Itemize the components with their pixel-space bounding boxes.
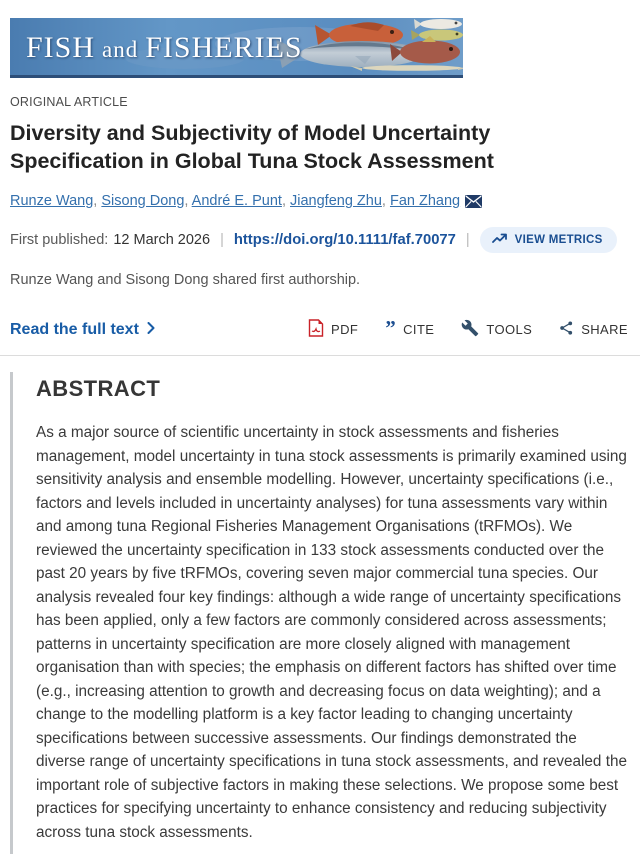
tools-button[interactable] — [461, 319, 532, 340]
cite-label: CITE — [403, 322, 435, 338]
first-published-label: First published: — [10, 232, 109, 249]
article-toolbar — [308, 315, 628, 340]
author-separator: , — [93, 193, 98, 210]
journal-title: FISH and FISHERIES — [26, 31, 303, 64]
author-separator: , — [184, 193, 189, 210]
article-type-label: ORIGINAL ARTICLE — [10, 95, 128, 109]
read-full-text-label: Read the full text — [10, 320, 139, 338]
section-divider — [0, 355, 640, 356]
wrench-icon — [461, 319, 479, 340]
view-metrics-label: VIEW METRICS — [514, 234, 603, 247]
envelope-icon[interactable] — [465, 195, 482, 212]
pdf-icon — [308, 319, 324, 340]
tools-label: TOOLS — [486, 322, 533, 338]
actions-row — [10, 315, 628, 340]
author-list — [10, 193, 628, 212]
abstract-heading: ABSTRACT — [36, 376, 161, 402]
cite-button[interactable] — [385, 315, 435, 340]
share-button[interactable] — [559, 320, 628, 339]
publication-info-row — [10, 227, 628, 253]
author-link[interactable]: Fan Zhang — [389, 193, 461, 210]
article-title: Diversity and Subjectivity of Model Uncertainty Specification in Global Tuna Stock Assessment — [10, 121, 494, 173]
chevron-right-icon — [147, 321, 155, 339]
view-metrics-button[interactable] — [480, 227, 617, 253]
separator: | — [465, 232, 470, 249]
pdf-label: PDF — [331, 322, 359, 338]
abstract-section — [10, 372, 628, 854]
trending-up-icon — [492, 233, 508, 247]
read-full-text-link[interactable] — [10, 321, 155, 339]
author-link[interactable]: André E. Punt — [191, 193, 282, 210]
pdf-button[interactable] — [308, 319, 358, 340]
authorship-note: Runze Wang and Sisong Dong shared first authorship. — [10, 272, 361, 289]
quote-icon: ” — [385, 315, 397, 340]
author-separator: , — [281, 193, 286, 210]
share-label: SHARE — [581, 322, 628, 338]
doi-link[interactable]: https://doi.org/10.1111/faf.70077 — [233, 232, 456, 249]
journal-banner-art — [10, 18, 463, 75]
share-icon — [559, 320, 574, 339]
journal-banner[interactable] — [10, 18, 463, 78]
author-link[interactable]: Runze Wang — [10, 193, 94, 210]
author-separator: , — [381, 193, 386, 210]
first-published-date: 12 March 2026 — [113, 232, 211, 249]
author-link[interactable]: Sisong Dong — [101, 193, 185, 210]
separator: | — [220, 232, 224, 249]
author-link[interactable]: Jiangfeng Zhu — [290, 193, 382, 210]
abstract-text: As a major source of scientific uncertainty in stock assessments and fisheries management, model uncertainty in tuna stock assessments is primarily examined using sensitivity analysis and ensemble modelling. However, uncertainty specifications (i.e., factors and levels included in uncertainty analyses) for tuna assessments vary within and among tuna Regional Fisheries Management Organisations (tRFMOs). We reviewed the uncertainty specification in 133 stock assessments conducted over the past 20 years by five tRFMOs, covering seven major commercial tuna species. Our analysis revealed four key findings: although a wide range of uncertainty specifications has been applied, only a few factors are commonly considered across assessments; patterns in uncertainty specification are more closely aligned with management organisation than with species; the emphasis on different factors has shifted over time (e.g., increasing attention to growth and decreasing focus on data weighting); and a change to the modelling platform is a key factor leading to changing uncertainty specifications between successive assessments. Our findings demonstrated the diverse range of uncertainty specifications in tuna stock assessments, and revealed the important role of subjective factors in making these selections. We propose some best practices for specifying uncertainty to enhance consistency and reducing subjectivity across tuna stock assessments. — [36, 424, 627, 841]
